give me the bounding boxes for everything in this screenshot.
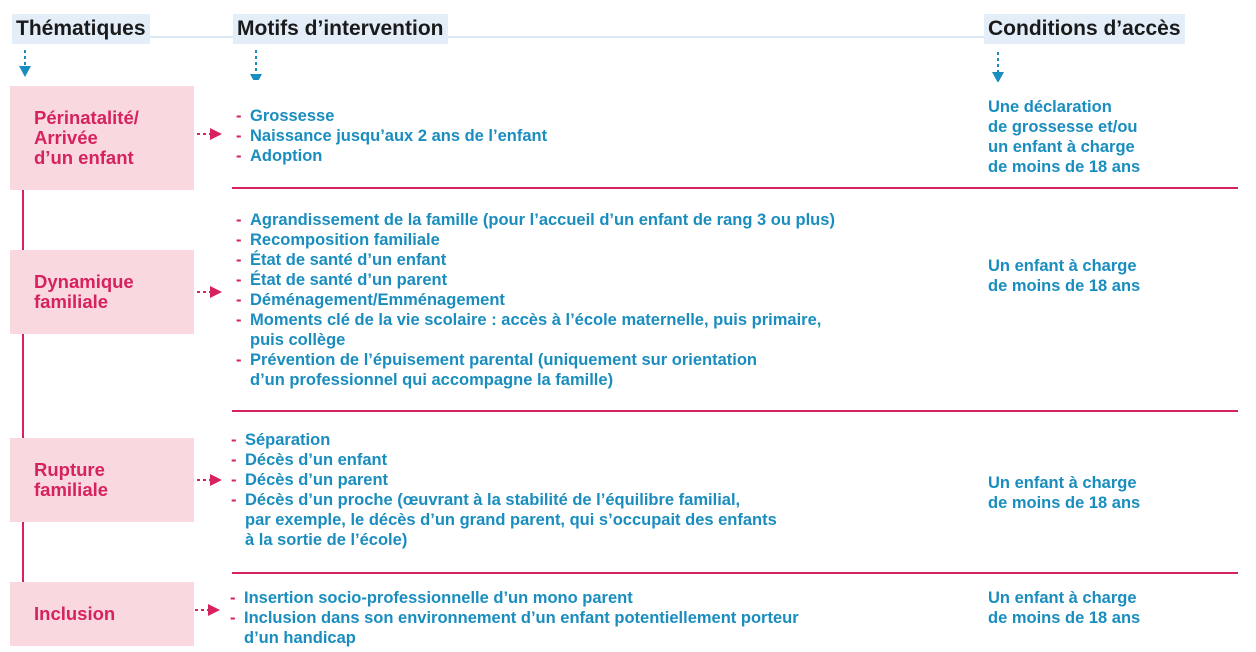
theme-label: Inclusion [34,603,116,624]
condition-perinatalite: Une déclaration de grossesse et/ou un enfant à charge de moins de 18 ans [988,98,1141,176]
theme-label: Périnatalité/ Arrivée d’un enfant [34,107,139,168]
right-arrow-icon [196,127,224,141]
right-arrow-icon [194,603,222,617]
row-separator [232,187,1238,189]
down-arrow-icon [990,50,1006,82]
down-arrow-icon [248,48,264,80]
header-motifs: Motifs d’intervention [233,14,448,44]
theme-connector-line [22,190,24,582]
list-item: - Prévention de l’épuisement parental (uniquement sur orientation d’un professionnel qui accompagne la famille) [236,351,757,389]
list-item: - Naissance jusqu’aux 2 ans de l’enfant [236,127,548,145]
list-item: - Séparation [231,431,331,449]
row-separator [232,572,1238,574]
list-item: - État de santé d’un parent [236,271,448,289]
condition-rupture: Un enfant à charge de moins de 18 ans [988,474,1141,512]
list-item: - Décès d’un proche (œuvrant à la stabilité de l’équilibre familial, par exemple, le décès d’un grand parent, qui s’occupait des enfants à la sortie de l’école) [231,491,777,549]
list-item: - Inclusion dans son environnement d’un enfant potentiellement porteur d’un handicap [230,609,799,647]
theme-label: Dynamique familiale [34,271,134,312]
right-arrow-icon [196,473,224,487]
row-separator [232,410,1238,412]
down-arrow-icon [17,48,33,80]
theme-box-inclusion [10,582,194,646]
list-item: - Recomposition familiale [236,231,440,249]
theme-box-perinatalite [10,86,194,190]
list-item: - Décès d’un enfant [231,451,388,469]
list-item: - Agrandissement de la famille (pour l’accueil d’un enfant de rang 3 ou plus) [236,211,835,229]
list-item: - Décès d’un parent [231,471,389,489]
list-item: - Insertion socio-professionnelle d’un mono parent [230,589,633,607]
header-thematiques: Thématiques [12,14,150,44]
motifs-list-perinatalite [236,106,547,166]
header-conditions: Conditions d’accès [984,14,1185,44]
list-item: - Moments clé de la vie scolaire : accès à l’école maternelle, puis primaire, puis collège [236,311,822,349]
theme-box-rupture [10,438,194,522]
list-item: - État de santé d’un enfant [236,251,447,269]
condition-inclusion: Un enfant à charge de moins de 18 ans [988,589,1141,627]
right-arrow-icon [196,285,224,299]
condition-dynamique: Un enfant à charge de moins de 18 ans [988,257,1141,295]
theme-box-dynamique [10,250,194,334]
list-item: - Grossesse [236,107,335,125]
list-item: - Déménagement/Emménagement [236,291,505,309]
motifs-list-dynamique [236,210,835,390]
motifs-list-inclusion [230,588,799,648]
motifs-list-rupture [231,430,777,550]
list-item: - Adoption [236,147,323,165]
theme-label: Rupture familiale [34,459,109,500]
